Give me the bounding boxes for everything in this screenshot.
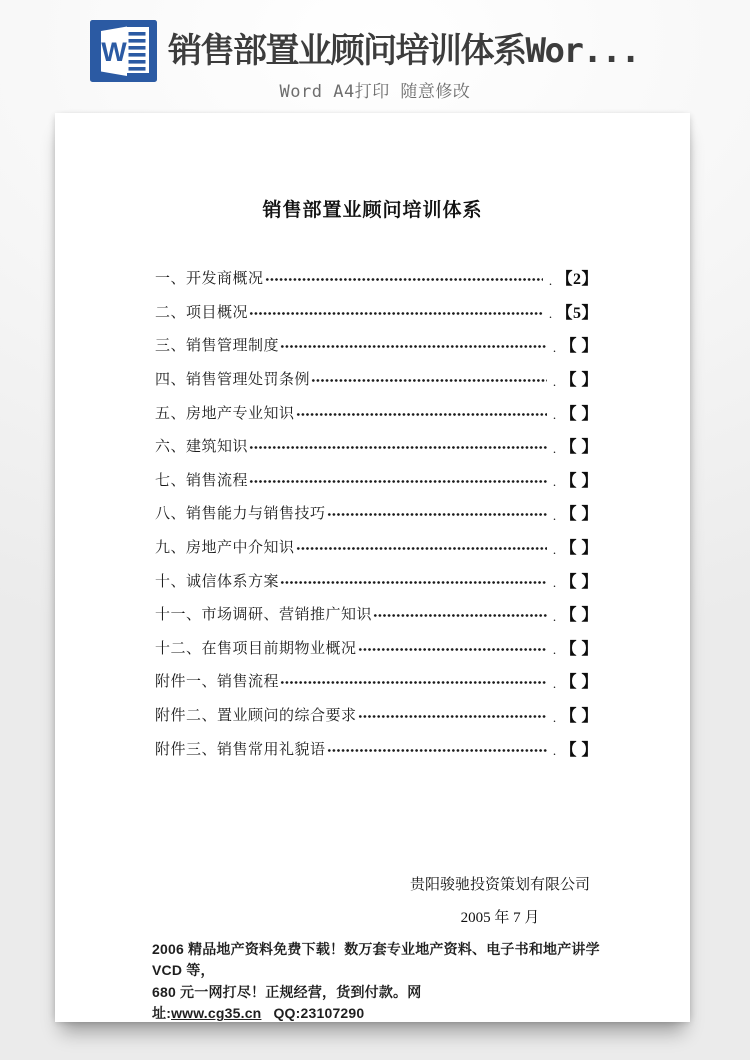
toc-leader-period <box>548 542 560 558</box>
toc-item-label: 五、房地产专业知识 <box>155 405 295 422</box>
footer-note-line2 <box>152 982 630 1025</box>
toc-leader <box>249 478 547 485</box>
toc-item <box>155 664 598 698</box>
toc-leader <box>311 377 547 384</box>
toc-leader-period <box>548 642 560 658</box>
toc-leader <box>327 747 548 754</box>
toc-item <box>155 328 598 362</box>
toc-item <box>155 261 598 295</box>
toc-leader <box>280 343 547 350</box>
toc-item <box>155 698 598 732</box>
toc-leader-period <box>548 407 560 423</box>
toc-leader-period <box>544 306 556 322</box>
toc-item-label: 八、销售能力与销售技巧 <box>155 506 326 523</box>
toc-leader <box>265 276 544 283</box>
toc-leader <box>327 511 548 518</box>
toc-leader <box>249 444 547 451</box>
toc-item-page: 【 】 <box>560 708 598 726</box>
toc-item-label: 二、项目概况 <box>155 304 249 321</box>
word-logo-icon <box>90 20 157 82</box>
footer-note-line1: 2006 精品地产资料免费下载！数万套专业地产资料、电子书和地产讲学 VCD 等， <box>152 940 600 979</box>
toc-item-label: 三、销售管理制度 <box>155 338 280 355</box>
toc-item-page: 【 】 <box>560 540 598 558</box>
toc-item-page: 【 】 <box>560 372 598 390</box>
toc-leader-period <box>548 474 560 490</box>
toc-item-page: 【 】 <box>560 607 598 625</box>
toc-item-label: 附件一、销售流程 <box>155 674 280 691</box>
toc-item <box>155 463 598 497</box>
toc-leader <box>280 579 547 586</box>
footer-note-line2-text: 680 元一网打尽！正规经营，货到付款。网址: <box>152 983 422 1022</box>
toc-item-page: 【 】 <box>560 741 598 759</box>
footer-qq: QQ:23107290 <box>273 1005 365 1022</box>
toc-item-label: 十一、市场调研、营销推广知识 <box>155 607 373 624</box>
toc-leader <box>296 545 548 552</box>
signature-block <box>380 873 620 927</box>
toc-item-page: 【 】 <box>560 573 598 591</box>
footer-note <box>152 939 630 1025</box>
toc-item-label: 九、房地产中介知识 <box>155 540 295 557</box>
document-date: 2005 年 7 月 <box>460 909 540 926</box>
toc-item-page: 【2】 <box>556 271 598 289</box>
toc-item-page: 【 】 <box>560 338 598 356</box>
toc-leader-period <box>548 340 560 356</box>
toc-item-label: 四、销售管理处罚条例 <box>155 372 311 389</box>
document-title: 销售部置业顾问培训体系 <box>262 200 483 221</box>
toc-item <box>155 631 598 665</box>
toc-leader-period <box>548 575 560 591</box>
toc-leader <box>373 612 547 619</box>
toc-item-page: 【 】 <box>560 472 598 490</box>
toc-item <box>155 395 598 429</box>
toc-item-label: 十、诚信体系方案 <box>155 573 280 590</box>
toc-item-page: 【 】 <box>560 439 598 457</box>
toc-item-label: 附件二、置业顾问的综合要求 <box>155 708 357 725</box>
toc-leader-period <box>548 374 560 390</box>
toc-leader-period <box>548 710 560 726</box>
toc-leader-period <box>548 609 560 625</box>
toc-leader <box>296 411 548 418</box>
toc-leader <box>249 310 543 317</box>
toc-item-page: 【 】 <box>560 674 598 692</box>
toc-leader-period <box>548 743 560 759</box>
footer-url: www.cg35.cn <box>171 1005 262 1022</box>
toc-item <box>155 597 598 631</box>
toc-list <box>155 261 598 765</box>
toc-leader <box>358 646 548 653</box>
toc-leader <box>358 713 548 720</box>
page-subtitle: Word A4打印 随意修改 <box>279 82 471 102</box>
toc-leader-period <box>548 508 560 524</box>
toc-item-label: 六、建筑知识 <box>155 439 249 456</box>
toc-item <box>155 295 598 329</box>
toc-item-label: 十二、在售项目前期物业概况 <box>155 640 357 657</box>
toc-item <box>155 429 598 463</box>
toc-leader <box>280 679 547 686</box>
document-page <box>55 113 690 1022</box>
preview-header <box>0 0 750 113</box>
toc-leader-period <box>548 676 560 692</box>
toc-item <box>155 563 598 597</box>
toc-item-label: 附件三、销售常用礼貌语 <box>155 741 326 758</box>
toc-leader-period <box>544 273 556 289</box>
toc-item <box>155 362 598 396</box>
toc-item-label: 一、开发商概况 <box>155 271 264 288</box>
toc-item-page: 【 】 <box>560 640 598 658</box>
toc-item <box>155 530 598 564</box>
toc-item-label: 七、销售流程 <box>155 472 249 489</box>
toc-item <box>155 731 598 765</box>
toc-item <box>155 496 598 530</box>
toc-item-page: 【 】 <box>560 405 598 423</box>
toc-item-page: 【 】 <box>560 506 598 524</box>
page-title: 销售部置业顾问培训体系Wor... <box>168 31 640 71</box>
toc-leader-period <box>548 441 560 457</box>
svg-text:W: W <box>101 37 127 67</box>
toc-item-page: 【5】 <box>556 304 598 322</box>
company-name: 贵阳骏驰投资策划有限公司 <box>409 876 590 893</box>
